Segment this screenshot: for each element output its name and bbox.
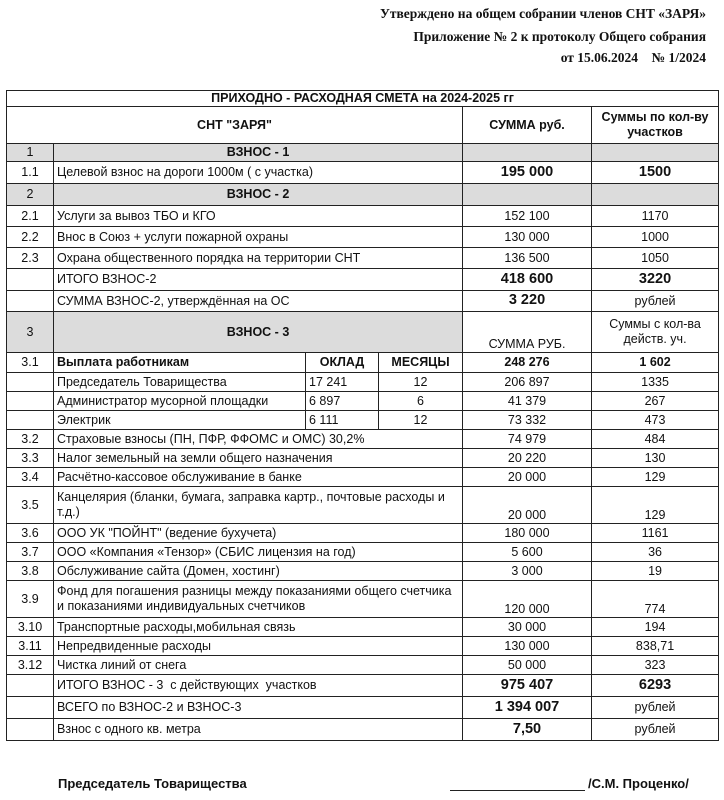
table-title: ПРИХОДНО - РАСХОДНАЯ СМЕТА на 2024-2025 гг: [7, 91, 719, 107]
empty-cell: [7, 392, 54, 411]
row-label: Обслуживание сайта (Домен, хостинг): [54, 562, 463, 581]
row-label: Услуги за вывоз ТБО и КГО: [54, 206, 463, 227]
per-m2-unit: рублей: [592, 719, 719, 741]
row-label: Внос в Союз + услуги пожарной охраны: [54, 227, 463, 248]
row-plots: 1170: [592, 206, 719, 227]
budget-table: [6, 90, 719, 741]
empty-cell: [463, 144, 592, 162]
row-plots: 484: [592, 430, 719, 449]
section-title: ВЗНОС - 2: [54, 184, 463, 206]
grand-total-unit: рублей: [592, 697, 719, 719]
empty-cell: [592, 184, 719, 206]
table-row: [7, 430, 719, 449]
total-sum: 418 600: [463, 269, 592, 291]
row-plots: 1050: [592, 248, 719, 269]
row-sum: 130 000: [463, 227, 592, 248]
section-row: [7, 184, 719, 206]
table-row: [7, 524, 719, 543]
section-number: 1: [7, 144, 54, 162]
row-label: Транспортные расходы,мобильная связь: [54, 618, 463, 637]
row-label: Чистка линий от снега: [54, 656, 463, 675]
empty-cell: [7, 411, 54, 430]
total-row: [7, 675, 719, 697]
approval-line: Утверждено на общем собрании членов СНТ «ЗАРЯ»: [379, 6, 706, 21]
empty-cell: [7, 373, 54, 392]
worker-plots: 267: [592, 392, 719, 411]
row-sum: 74 979: [463, 430, 592, 449]
row-number: 3.4: [7, 468, 54, 487]
empty-cell: [592, 144, 719, 162]
row-sum: 20 220: [463, 449, 592, 468]
row-label: ООО «Компания «Тензор» (СБИС лицензия на год): [54, 543, 463, 562]
total-label: ИТОГО ВЗНОС - 3 с действующих участков: [54, 675, 463, 697]
row-label: Страховые взносы (ПН, ПФР, ФФОМС и ОМС) 30,2%: [54, 430, 463, 449]
row-number: 3.12: [7, 656, 54, 675]
worker-row: [7, 373, 719, 392]
table-row: [7, 656, 719, 675]
worker-row: [7, 392, 719, 411]
empty-cell: [7, 719, 54, 741]
row-number: 3.11: [7, 637, 54, 656]
row-number: 2.1: [7, 206, 54, 227]
table-row: [7, 468, 719, 487]
total-label: ИТОГО ВЗНОС-2: [54, 269, 463, 291]
row-label: Фонд для погашения разницы между показаниями общего счетчика и показаниями индивидуальных счетчиков: [54, 581, 463, 618]
table-row: [7, 248, 719, 269]
table-row: [7, 581, 719, 618]
worker-sum: 73 332: [463, 411, 592, 430]
row-number: 1.1: [7, 162, 54, 184]
worker-plots: 473: [592, 411, 719, 430]
approved-row: [7, 291, 719, 312]
row-number: 3.3: [7, 449, 54, 468]
appendix-line: Приложение № 2 к протоколу Общего собрания: [413, 29, 706, 44]
section-number: 2: [7, 184, 54, 206]
row-plots: 130: [592, 449, 719, 468]
row-number: 3.10: [7, 618, 54, 637]
worker-plots: 1335: [592, 373, 719, 392]
row-plots: 129: [592, 468, 719, 487]
row-plots: 1000: [592, 227, 719, 248]
worker-salary: 17 241: [306, 373, 379, 392]
row-plots: 129: [592, 487, 719, 524]
approved-label: СУММА ВЗНОС-2, утверждённая на ОС: [54, 291, 463, 312]
table-row: [7, 487, 719, 524]
section-plots-header: Суммы с кол-ва действ. уч.: [592, 312, 719, 353]
row-number: 3.8: [7, 562, 54, 581]
row-label: Канцелярия (бланки, бумага, заправка картр., почтовые расходы и т.д.): [54, 487, 463, 524]
worker-months: 12: [379, 373, 463, 392]
row-sum: 20 000: [463, 487, 592, 524]
row-number: 3.7: [7, 543, 54, 562]
section-row: [7, 144, 719, 162]
row-number: 2.2: [7, 227, 54, 248]
worker-salary: 6 111: [306, 411, 379, 430]
table-row: [7, 206, 719, 227]
row-sum: 180 000: [463, 524, 592, 543]
per-m2-row: [7, 719, 719, 741]
grand-total-sum: 1 394 007: [463, 697, 592, 719]
row-sum: 152 100: [463, 206, 592, 227]
row-sum: 136 500: [463, 248, 592, 269]
total-plots: 6293: [592, 675, 719, 697]
worker-name: Электрик: [54, 411, 306, 430]
row-sum: 195 000: [463, 162, 592, 184]
org-header: СНТ "ЗАРЯ": [7, 107, 463, 144]
worker-name: Администратор мусорной площадки: [54, 392, 306, 411]
section-title: ВЗНОС - 1: [54, 144, 463, 162]
section-row: [7, 312, 719, 353]
table-row: [7, 162, 719, 184]
worker-months: 12: [379, 411, 463, 430]
sum-header: СУММА руб.: [463, 107, 592, 144]
worker-salary: 6 897: [306, 392, 379, 411]
approved-sum: 3 220: [463, 291, 592, 312]
total-sum: 975 407: [463, 675, 592, 697]
grand-total-label: ВСЕГО по ВЗНОС-2 и ВЗНОС-3: [54, 697, 463, 719]
row-number: 3.2: [7, 430, 54, 449]
section-title: ВЗНОС - 3: [54, 312, 463, 353]
row-plots: 36: [592, 543, 719, 562]
empty-cell: [7, 675, 54, 697]
empty-cell: [7, 291, 54, 312]
table-row: [7, 543, 719, 562]
total-plots: 3220: [592, 269, 719, 291]
worker-months: 6: [379, 392, 463, 411]
protocol-date-line: от 15.06.2024 № 1/2024: [560, 50, 706, 65]
row-plots: 838,71: [592, 637, 719, 656]
row-plots: 194: [592, 618, 719, 637]
plots-header: Суммы по кол-ву участков: [592, 107, 719, 144]
months-header: МЕСЯЦЫ: [379, 353, 463, 373]
empty-cell: [463, 184, 592, 206]
row-sum: 3 000: [463, 562, 592, 581]
per-m2-sum: 7,50: [463, 719, 592, 741]
row-number: 3.5: [7, 487, 54, 524]
row-sum: 30 000: [463, 618, 592, 637]
total-row: [7, 269, 719, 291]
row-sum: 5 600: [463, 543, 592, 562]
row-number: 2.3: [7, 248, 54, 269]
row-number: 3.1: [7, 353, 54, 373]
table-row: [7, 449, 719, 468]
row-number: 3.9: [7, 581, 54, 618]
worker-sum: 206 897: [463, 373, 592, 392]
section-number: 3: [7, 312, 54, 353]
row-sum: 130 000: [463, 637, 592, 656]
row-plots: 1500: [592, 162, 719, 184]
table-row: [7, 353, 719, 373]
row-label: Охрана общественного порядка на территории СНТ: [54, 248, 463, 269]
salary-header: ОКЛАД: [306, 353, 379, 373]
section-sum-header: СУММА РУБ.: [463, 312, 592, 353]
row-label: Выплата работникам: [54, 353, 306, 373]
table-row: [7, 637, 719, 656]
worker-name: Председатель Товарищества: [54, 373, 306, 392]
worker-row: [7, 411, 719, 430]
grand-total-row: [7, 697, 719, 719]
table-row: [7, 227, 719, 248]
row-plots: 1 602: [592, 353, 719, 373]
row-sum: 248 276: [463, 353, 592, 373]
row-plots: 774: [592, 581, 719, 618]
row-plots: 1161: [592, 524, 719, 543]
signature-line: [450, 790, 585, 791]
row-label: Расчётно-кассовое обслуживание в банке: [54, 468, 463, 487]
row-number: 3.6: [7, 524, 54, 543]
table-row: [7, 618, 719, 637]
table-row: [7, 562, 719, 581]
signer-name: /С.М. Проценко/: [588, 776, 689, 791]
row-plots: 323: [592, 656, 719, 675]
worker-sum: 41 379: [463, 392, 592, 411]
row-sum: 20 000: [463, 468, 592, 487]
row-label: Непредвиденные расходы: [54, 637, 463, 656]
row-label: ООО УК "ПОЙНТ" (ведение бухучета): [54, 524, 463, 543]
empty-cell: [7, 269, 54, 291]
per-m2-label: Взнос с одного кв. метра: [54, 719, 463, 741]
row-sum: 120 000: [463, 581, 592, 618]
row-sum: 50 000: [463, 656, 592, 675]
signer-label: Председатель Товарищества: [58, 776, 247, 791]
row-label: Налог земельный на земли общего назначения: [54, 449, 463, 468]
title-row: [7, 91, 719, 107]
header-row: [7, 107, 719, 144]
empty-cell: [7, 697, 54, 719]
approved-unit: рублей: [592, 291, 719, 312]
row-label: Целевой взнос на дороги 1000м ( с участка): [54, 162, 463, 184]
row-plots: 19: [592, 562, 719, 581]
